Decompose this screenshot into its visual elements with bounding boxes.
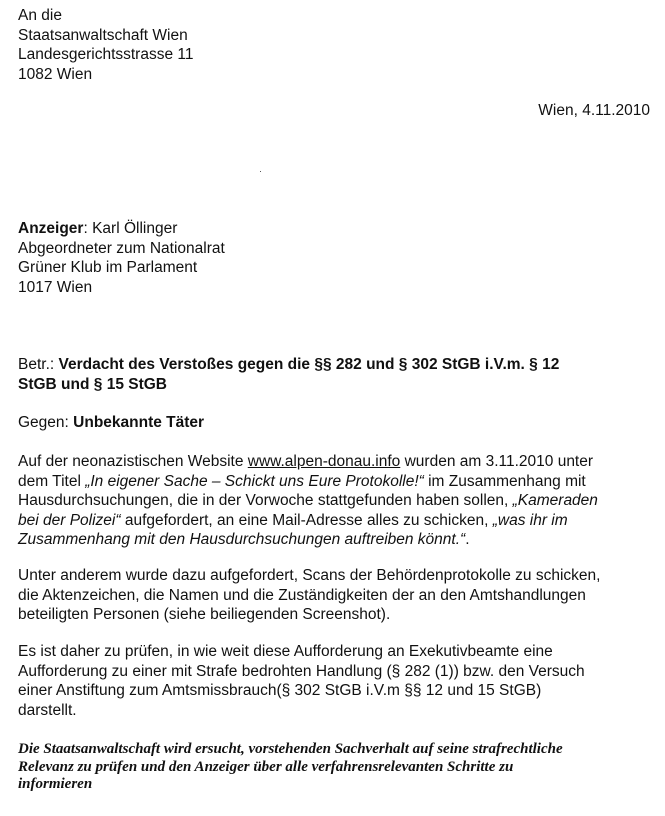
website-link[interactable]: www.alpen-donau.info bbox=[247, 453, 401, 470]
subject-text: StGB und § 15 StGB bbox=[18, 375, 167, 393]
recipient-line: 1082 Wien bbox=[18, 65, 93, 83]
text-line bbox=[18, 511, 598, 531]
subject-line bbox=[18, 355, 559, 375]
text-line bbox=[18, 452, 598, 472]
recipient-line: An die bbox=[18, 7, 62, 24]
text-span: im Zusammenhang mit bbox=[423, 472, 586, 490]
complainant-line: Grüner Klub im Parlament bbox=[18, 259, 198, 276]
subject-text: Verdacht des Verstoßes gegen die §§ 282 und § 302 StGB i.V.m. § 12 bbox=[58, 356, 560, 373]
text-line bbox=[18, 472, 598, 492]
text-line: informieren bbox=[18, 776, 93, 792]
text-span: . bbox=[465, 531, 470, 548]
quoted-text: „was ihr im bbox=[492, 511, 568, 529]
complainant-line: Abgeordneter zum Nationalrat bbox=[18, 239, 225, 257]
subject-label: Betr.: bbox=[18, 356, 55, 373]
recipient-line: Staatsanwaltschaft Wien bbox=[18, 26, 188, 44]
closing-request bbox=[18, 741, 563, 794]
text-line bbox=[18, 530, 598, 550]
quoted-title: „In eigener Sache – Schickt uns Eure Protokolle!“ bbox=[85, 472, 424, 490]
text-span: aufgefordert, an eine Mail-Adresse alles zu schicken, bbox=[120, 511, 493, 529]
complainant-label: Anzeiger bbox=[18, 220, 84, 237]
paragraph-2 bbox=[18, 566, 600, 625]
letter-date: Wien, 4.11.2010 bbox=[538, 102, 650, 119]
text-line: Relevanz zu prüfen und den Anzeiger über alle verfahrensrelevanten Schritte zu bbox=[18, 758, 514, 775]
subject-block bbox=[18, 355, 559, 394]
text-span: Auf der neonazistischen Website bbox=[18, 453, 248, 470]
quoted-text: bei der Polizei“ bbox=[18, 511, 121, 529]
quoted-text: „Kameraden bbox=[512, 492, 598, 509]
against-label: Gegen: bbox=[18, 414, 69, 431]
scan-speck bbox=[260, 171, 261, 172]
text-line: die Aktenzeichen, die Namen und die Zuständigkeiten der an den Amtshandlungen bbox=[18, 586, 586, 604]
complainant-name: : Karl Öllinger bbox=[83, 220, 178, 237]
against-value: Unbekannte Täter bbox=[73, 414, 205, 431]
text-line bbox=[18, 491, 598, 511]
recipient-address bbox=[18, 6, 193, 84]
text-line: beteiligten Personen (siehe beiliegenden Screenshot). bbox=[18, 606, 391, 623]
text-span: dem Titel bbox=[18, 472, 86, 490]
complainant-line: 1017 Wien bbox=[18, 278, 93, 296]
text-line: Die Staatsanwaltschaft wird ersucht, vorstehenden Sachverhalt auf seine strafrechtliche bbox=[18, 741, 563, 757]
quoted-text: Zusammenhang mit den Hausdurchsuchungen auftreiben könnt.“ bbox=[18, 531, 466, 548]
paragraph-1 bbox=[18, 452, 598, 550]
paragraph-3 bbox=[18, 642, 585, 720]
text-line: darstellt. bbox=[18, 701, 77, 719]
text-line: einer Anstiftung zum Amtsmissbrauch(§ 302 StGB i.V.m §§ 12 und 15 StGB) bbox=[18, 682, 542, 699]
against-line bbox=[18, 413, 204, 433]
text-span: Hausdurchsuchungen, die in der Vorwoche stattgefunden haben sollen, bbox=[18, 492, 513, 509]
text-span: wurden am 3.11.2010 unter bbox=[400, 453, 594, 470]
text-line: Aufforderung zu einer mit Strafe bedrohten Handlung (§ 282 (1)) bzw. den Versuch bbox=[18, 662, 585, 680]
recipient-line: Landesgerichtsstrasse 11 bbox=[18, 46, 194, 63]
complainant-line bbox=[18, 219, 225, 239]
complainant-block bbox=[18, 219, 225, 297]
text-line: Es ist daher zu prüfen, in wie weit diese Aufforderung an Exekutivbeamte eine bbox=[18, 643, 553, 660]
subject-line bbox=[18, 375, 559, 395]
text-line: Unter anderem wurde dazu aufgefordert, Scans der Behördenprotokolle zu schicken, bbox=[18, 567, 601, 584]
